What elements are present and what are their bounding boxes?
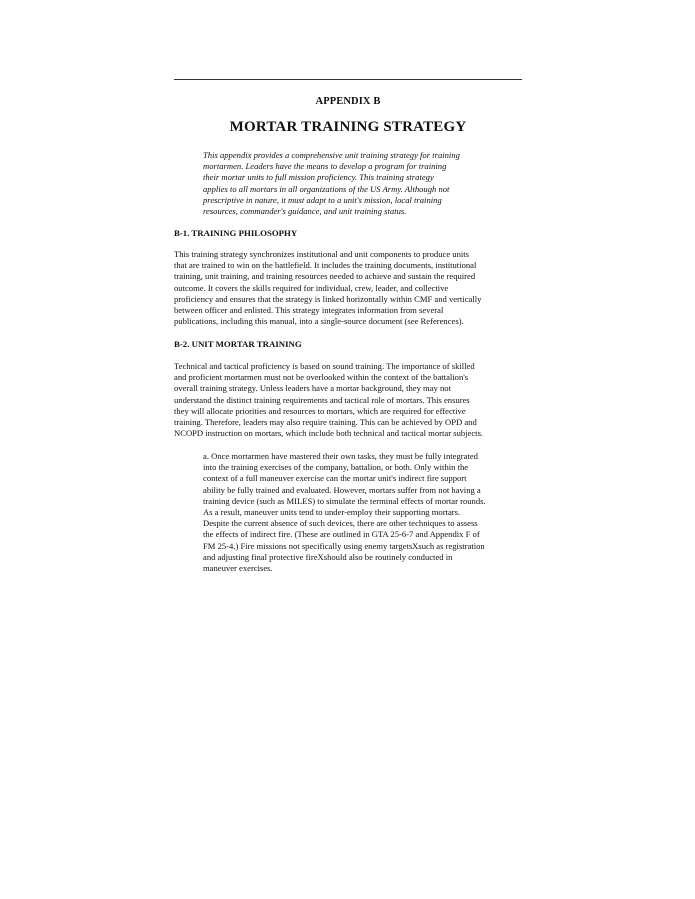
- paragraph-line: This training strategy synchronizes institutional and unit components to produce units: [174, 249, 470, 259]
- paragraph-line: training. Therefore, leaders may also require training. This can be achieved by OPD and: [174, 417, 477, 428]
- paragraph-line: and proficient mortarmen must not be overlooked within the context of the battalion's: [174, 372, 469, 383]
- paragraph-line: Technical and tactical proficiency is based on sound training. The importance of skilled: [174, 361, 475, 371]
- paragraph-line: they will allocate priorities and resources to mortars, which are required for effective: [174, 405, 466, 416]
- training-philosophy-paragraph: [174, 249, 524, 327]
- paragraph-line: proficiency and ensures that the strategy is linked horizontally within CMF and vertically: [174, 293, 482, 304]
- paragraph-line: publications, including this manual, into a single-source document (see References).: [174, 316, 464, 327]
- section-heading-unit-mortar-training: B-2. UNIT MORTAR TRAINING: [174, 339, 302, 349]
- paragraph-line: that are trained to win on the battlefield. It includes the training documents, institutional: [174, 260, 477, 271]
- paragraph-line: and adjusting final protective fireXshould also be routinely conducted in: [203, 551, 453, 562]
- paragraph-line: overall training strategy. Unless leaders have a mortar background, they may not: [174, 383, 451, 394]
- paragraph-line: Despite the current absence of such devices, there are other techniques to assess: [203, 518, 478, 529]
- paragraph-line: outcome. It covers the skills required for individual, crew, leader, and collective: [174, 282, 449, 293]
- paragraph-line: ability be fully trained and evaluated. However, mortars suffer from not having a: [203, 484, 481, 495]
- intro-line: their mortar units to full mission proficiency. This training strategy: [203, 172, 434, 183]
- intro-paragraph: [203, 150, 503, 217]
- paragraph-line: NCOPD instruction on mortars, which include both technical and tactical mortar subjects.: [174, 428, 484, 439]
- paragraph-line: training device (such as MILES) to simulate the terminal effects of mortar rounds.: [203, 495, 486, 506]
- paragraph-line: maneuver exercises.: [203, 563, 273, 574]
- intro-line: resources, commander's guidance, and unit training status.: [203, 206, 407, 217]
- section-heading-training-philosophy: B-1. TRAINING PHILOSOPHY: [174, 228, 298, 238]
- appendix-label: APPENDIX B: [315, 96, 381, 107]
- paragraph-line: a. Once mortarmen have mastered their own tasks, they must be fully integrated: [203, 451, 478, 461]
- intro-line: This appendix provides a comprehensive unit training strategy for training: [203, 150, 460, 160]
- paragraph-line: training, unit training, and training resources needed to achieve and sustain the required: [174, 271, 476, 282]
- unit-mortar-training-paragraph: [174, 361, 524, 439]
- intro-line: mortarmen. Leaders have the means to develop a program for training: [203, 161, 447, 172]
- paragraph-line: into the training exercises of the company, battalion, or both. Only within the: [203, 462, 469, 473]
- paragraph-line: context of a full maneuver exercise can the mortar unit's indirect fire support: [203, 473, 467, 484]
- page-title: MORTAR TRAINING STRATEGY: [229, 119, 467, 135]
- paragraph-line: the effects of indirect fire. (These are outlined in GTA 25-6-7 and Appendix F of: [203, 529, 480, 540]
- paragraph-line: understand the distinct training requirements and tactical role of mortars. This ensures: [174, 394, 470, 405]
- paragraph-line: FM 25-4.) Fire missions not specifically using enemy targetsXsuch as registration: [203, 540, 485, 551]
- paragraph-line: between officer and enlisted. This strategy integrates information from several: [174, 305, 444, 316]
- intro-line: prescriptive in nature, it must adapt to a unit's mission, local training: [203, 194, 442, 205]
- intro-line: applies to all mortars in all organizations of the US Army. Although not: [203, 183, 450, 194]
- sub-paragraph-a: [203, 451, 525, 574]
- paragraph-line: As a result, maneuver units tend to under-employ their supporting mortars.: [203, 507, 461, 518]
- header-rule: [174, 79, 522, 80]
